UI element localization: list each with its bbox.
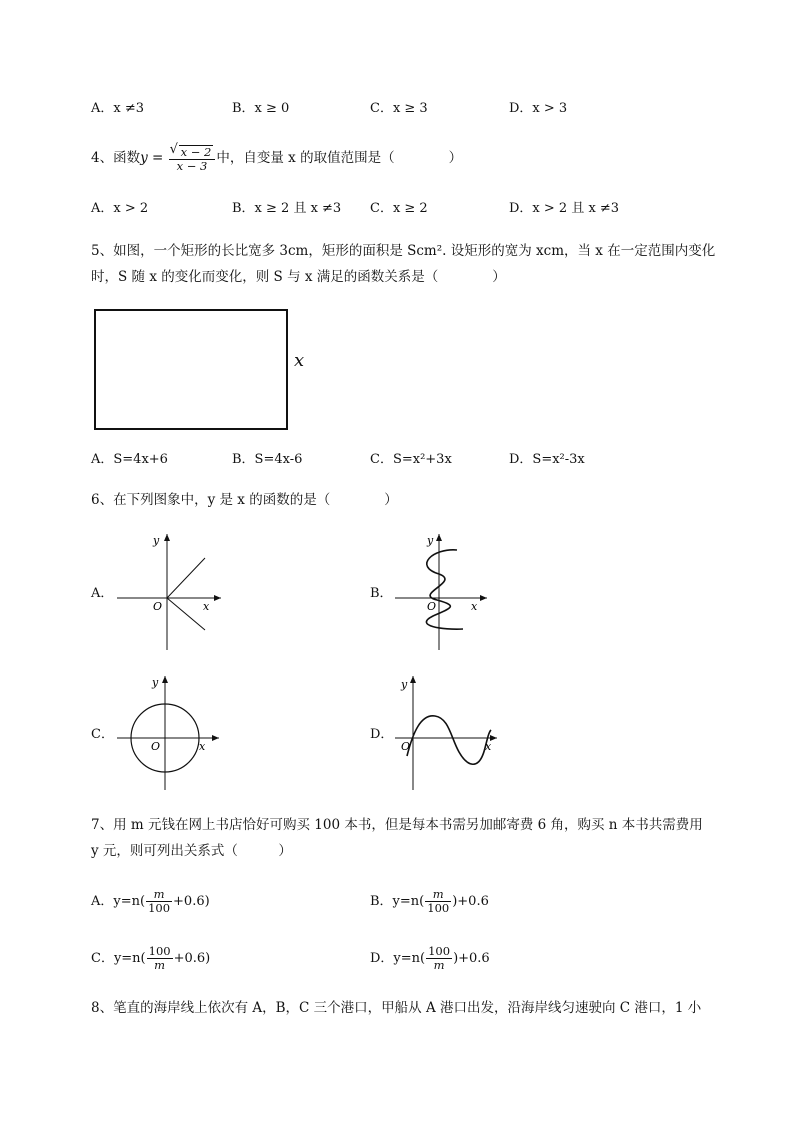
q7-option-c: C．y=n( $\frac{100}{m}$ +0.6) <box>91 944 211 972</box>
q4-prefix: 4、函数 <box>91 150 141 166</box>
q8-stem-line1: 8、笔直的海岸线上依次有 A，B，C 三个港口，甲船从 A 港口出发，沿海岸线匀速驶向 C 港口，1 小 <box>91 1000 702 1016</box>
q6d-origin-label: O <box>401 740 411 753</box>
q6a-y-label: y <box>153 534 160 547</box>
q4-option-c: C．x ≥ 2 <box>370 201 428 216</box>
q5-option-a: A．S=4x+6 <box>91 452 168 467</box>
q6d-x-label: x <box>485 740 492 753</box>
q6-option-a-label: A． <box>91 586 114 601</box>
q7-option-d: D．y=n( $\frac{100}{m}$ )+0.6 <box>370 944 490 972</box>
q7c-denominator: m <box>154 958 166 972</box>
q6d-y-label: y <box>401 678 408 691</box>
q6b-x-label: x <box>471 600 478 613</box>
q6-option-d-label: D． <box>370 727 394 742</box>
q7d-denominator: m <box>433 958 445 972</box>
q7b-denominator: 100 <box>427 901 450 915</box>
q5-stem-line1: 5、如图，一个矩形的长比宽多 3cm，矩形的面积是 Scm². 设矩形的宽为 xcm，当 x 在一定范围内变化 <box>91 243 716 259</box>
q6a-origin-label: O <box>153 600 163 613</box>
q5-option-b: B．S=4x-6 <box>232 452 303 467</box>
q4-numerator: √ x − 2 <box>179 145 214 159</box>
q4-stem <box>91 143 462 173</box>
q7c-numerator: 100 <box>148 944 171 958</box>
q6-stem: 6、在下列图象中，y 是 x 的函数的是（ ） <box>91 492 398 508</box>
q6b-y-label: y <box>427 534 434 547</box>
q7-stem-line2: y 元，则可列出关系式（ ） <box>91 843 292 859</box>
q4-denominator: x − 3 <box>176 158 208 173</box>
q6-graph-a <box>115 530 225 652</box>
q5-option-c: C．S=x²+3x <box>370 452 452 467</box>
q4-fraction <box>169 145 216 173</box>
q6-option-c-label: C． <box>91 727 114 742</box>
q6-graph-d <box>393 672 503 794</box>
q7-option-a: A．y=n( $\frac{m}{100}$ +0.6) <box>91 887 210 915</box>
q4-func-y: y = <box>140 150 164 166</box>
q4-option-b: B．x ≥ 2 且 x ≠3 <box>232 201 342 216</box>
q6c-y-label: y <box>152 676 159 689</box>
q7b-numerator: m <box>425 888 451 902</box>
q7a-denominator: 100 <box>148 901 171 915</box>
q6c-origin-label: O <box>151 740 161 753</box>
q3-option-c: C．x ≥ 3 <box>370 101 428 116</box>
q6c-x-label: x <box>199 740 206 753</box>
q7d-numerator: 100 <box>428 944 451 958</box>
q5-option-d: D．S=x²-3x <box>509 452 585 467</box>
q3-option-d: D．x > 3 <box>509 101 568 116</box>
q5-figure-label-x: x <box>294 350 305 371</box>
q3-option-b: B．x ≥ 0 <box>232 101 290 116</box>
q6a-x-label: x <box>203 600 210 613</box>
q6-graph-b <box>393 530 493 652</box>
q5-rectangle-figure <box>94 309 288 430</box>
q4-suffix: 中，自变量 x 的取值范围是（ ） <box>216 150 463 166</box>
q7-stem-line1: 7、用 m 元钱在网上书店恰好可购买 100 本书，但是每本书需另加邮寄费 6 角，购买 n 本书共需费用 <box>91 817 703 833</box>
q6-graph-c <box>115 672 225 794</box>
q6-option-b-label: B． <box>370 586 393 601</box>
q3-option-a: A．x ≠3 <box>91 101 145 116</box>
q4-option-d: D．x > 2 且 x ≠3 <box>509 201 620 216</box>
q5-stem-line2: 时，S 随 x 的变化而变化，则 S 与 x 满足的函数关系是（ ） <box>91 269 506 285</box>
q7a-numerator: m <box>146 888 172 902</box>
q7-option-b: B．y=n( $\frac{m}{100}$ )+0.6 <box>370 887 489 915</box>
q6b-origin-label: O <box>427 600 437 613</box>
q4-option-a: A．x > 2 <box>91 201 149 216</box>
